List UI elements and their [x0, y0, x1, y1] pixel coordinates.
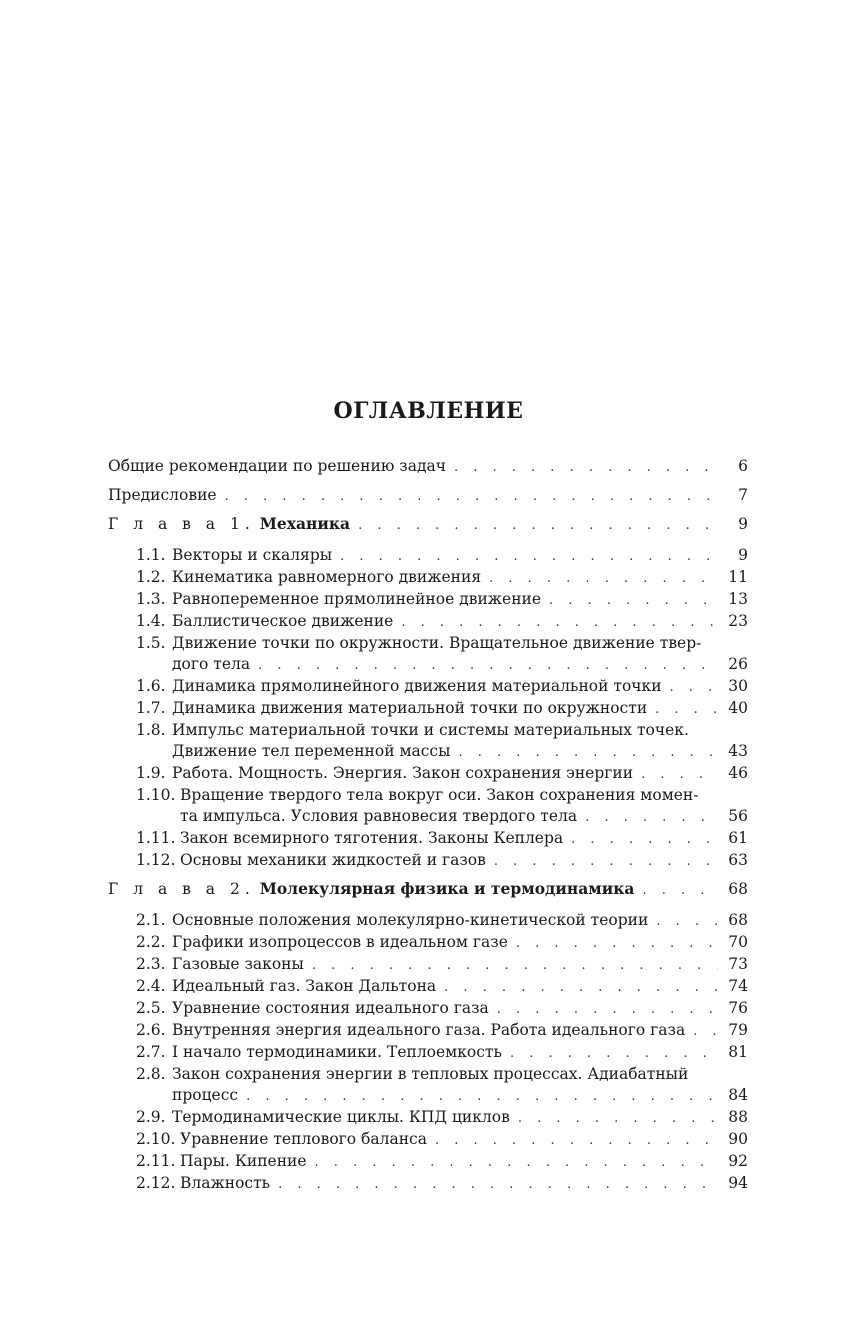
section-number: 2.12.	[136, 1174, 176, 1192]
section-label: Основные положения молекулярно-кинетической теории	[172, 911, 649, 929]
section-number: 2.2.	[136, 933, 166, 951]
toc-section[interactable]	[136, 675, 748, 697]
section-number: 2.9.	[136, 1108, 166, 1126]
section-label: процесс	[172, 1086, 239, 1104]
toc-section[interactable]	[136, 566, 748, 588]
toc-entry-label: Предисловие	[108, 486, 217, 504]
chapter-prefix: Г л а в а 1.	[108, 515, 255, 533]
toc-section[interactable]	[136, 975, 748, 997]
toc-section[interactable]	[136, 827, 748, 849]
section-label: Динамика прямолинейного движения материальной точки	[172, 677, 662, 695]
toc-entry-label: Общие рекомендации по решению задач	[108, 457, 446, 475]
chapter-prefix: Г л а в а 2.	[108, 880, 255, 898]
toc-page-number: 46	[728, 764, 748, 782]
section-label: Кинематика равномерного движения	[172, 568, 482, 586]
toc-section[interactable]	[136, 909, 748, 931]
toc-page-number: 74	[728, 977, 748, 995]
toc-page-number: 9	[738, 546, 748, 564]
section-number: 2.5.	[136, 999, 166, 1017]
leader-dots	[641, 764, 718, 786]
toc-section[interactable]	[136, 931, 748, 953]
section-label: Газовые законы	[172, 955, 304, 973]
toc-page-number: 76	[728, 999, 748, 1017]
section-label: Термодинамические циклы. КПД циклов	[172, 1108, 510, 1126]
section-number: 1.8.	[136, 721, 166, 739]
leader-dots	[656, 911, 718, 933]
toc-page-number: 63	[728, 851, 748, 869]
section-number: 1.2.	[136, 568, 166, 586]
section-label-line1: Движение точки по окружности. Вращательное движение твер-	[172, 634, 702, 652]
leader-dots	[312, 955, 718, 977]
toc-section[interactable]	[136, 997, 748, 1019]
leader-dots	[258, 655, 718, 677]
section-number: 1.6.	[136, 677, 166, 695]
section-number: 2.8.	[136, 1065, 166, 1083]
section-number: 2.11.	[136, 1152, 176, 1170]
leader-dots	[642, 880, 718, 902]
leader-dots	[549, 590, 718, 612]
leader-dots	[489, 568, 718, 590]
leader-dots	[454, 457, 718, 479]
section-number: 2.10.	[136, 1130, 176, 1148]
toc-section[interactable]	[136, 544, 748, 566]
toc-page-number: 61	[728, 829, 748, 847]
toc-section[interactable]	[136, 1041, 748, 1063]
section-label: Основы механики жидкостей и газов	[180, 851, 486, 869]
toc-chapter-1[interactable]	[108, 513, 748, 535]
toc-page-number: 9	[738, 515, 748, 533]
leader-dots	[444, 977, 718, 999]
toc-page-number: 68	[728, 880, 748, 898]
leader-dots	[571, 829, 718, 851]
toc-section[interactable]	[172, 1084, 748, 1106]
leader-dots	[401, 612, 718, 634]
section-number: 1.3.	[136, 590, 166, 608]
section-label: Баллистическое движение	[172, 612, 394, 630]
toc-page-number: 30	[728, 677, 748, 695]
leader-dots	[655, 699, 718, 721]
toc-page-number: 81	[728, 1043, 748, 1061]
leader-dots	[510, 1043, 718, 1065]
section-number: 1.5.	[136, 634, 166, 652]
toc-section[interactable]	[136, 697, 748, 719]
toc-page-number: 40	[728, 699, 748, 717]
toc-page-number: 73	[728, 955, 748, 973]
leader-dots	[246, 1086, 718, 1108]
section-number: 2.1.	[136, 911, 166, 929]
section-number: 1.9.	[136, 764, 166, 782]
section-label: Уравнение состояния идеального газа	[172, 999, 489, 1017]
section-label: Влажность	[180, 1174, 271, 1192]
toc-section-first-line[interactable]	[136, 719, 748, 741]
leader-dots	[315, 1152, 718, 1174]
leader-dots	[458, 742, 718, 764]
section-label: Закон всемирного тяготения. Законы Кеплера	[180, 829, 564, 847]
toc-page-number: 13	[728, 590, 748, 608]
toc-page-number: 11	[728, 568, 748, 586]
section-label: Движение тел переменной массы	[172, 742, 451, 760]
section-label-line1: Вращение твердого тела вокруг оси. Закон сохранения момен-	[180, 786, 699, 804]
toc-section[interactable]	[180, 805, 748, 827]
section-number: 1.12.	[136, 851, 176, 869]
section-label: Пары. Кипение	[180, 1152, 307, 1170]
leader-dots	[516, 933, 718, 955]
toc-page-number: 92	[728, 1152, 748, 1170]
toc-section[interactable]	[136, 1106, 748, 1128]
section-label: Динамика движения материальной точки по окружности	[172, 699, 648, 717]
section-label: Векторы и скаляры	[172, 546, 333, 564]
page-title: ОГЛАВЛЕНИЕ	[333, 398, 524, 424]
toc-section[interactable]	[172, 653, 748, 675]
section-number: 2.4.	[136, 977, 166, 995]
leader-dots	[497, 999, 718, 1021]
toc-entry-preface[interactable]	[108, 484, 748, 506]
section-label: Идеальный газ. Закон Дальтона	[172, 977, 437, 995]
leader-dots	[278, 1174, 718, 1196]
section-label: дого тела	[172, 655, 251, 673]
leader-dots	[670, 677, 718, 699]
section-number: 2.3.	[136, 955, 166, 973]
toc-entry-recommendations[interactable]	[108, 455, 748, 477]
toc-section[interactable]	[136, 953, 748, 975]
toc-page-number: 90	[728, 1130, 748, 1148]
toc-page-number: 84	[728, 1086, 748, 1104]
leader-dots	[340, 546, 718, 568]
toc-section[interactable]	[136, 610, 748, 632]
toc-page-number: 26	[728, 655, 748, 673]
toc-page-number: 79	[728, 1021, 748, 1039]
chapter-heading	[108, 878, 634, 900]
section-number: 1.11.	[136, 829, 176, 847]
section-number: 1.7.	[136, 699, 166, 717]
toc-page-number: 70	[728, 933, 748, 951]
toc-section-first-line[interactable]	[136, 1063, 748, 1085]
section-number: 2.6.	[136, 1021, 166, 1039]
section-label: Работа. Мощность. Энергия. Закон сохранения энергии	[172, 764, 634, 782]
toc-chapter-2[interactable]	[108, 878, 748, 900]
leader-dots	[225, 486, 718, 508]
section-label-line1: Импульс материальной точки и системы материальных точек.	[172, 721, 689, 739]
chapter-title: Механика	[259, 514, 351, 533]
toc-section[interactable]	[136, 1172, 748, 1194]
section-number: 2.7.	[136, 1043, 166, 1061]
toc-section[interactable]	[136, 1128, 748, 1150]
toc-page-number: 68	[728, 911, 748, 929]
toc-section[interactable]	[136, 588, 748, 610]
section-label: та импульса. Условия равновесия твердого тела	[180, 807, 578, 825]
toc-section[interactable]	[172, 740, 748, 762]
section-number: 1.4.	[136, 612, 166, 630]
leader-dots	[435, 1130, 718, 1152]
section-label: Равнопеременное прямолинейное движение	[172, 590, 542, 608]
section-label: Внутренняя энергия идеального газа. Работа идеального газа	[172, 1021, 686, 1039]
toc-page-number: 88	[728, 1108, 748, 1126]
toc-section[interactable]	[136, 1150, 748, 1172]
section-label: Графики изопроцессов в идеальном газе	[172, 933, 508, 951]
section-number: 1.1.	[136, 546, 166, 564]
section-label: I начало термодинамики. Теплоемкость	[172, 1043, 502, 1061]
leader-dots	[358, 515, 718, 537]
toc-page-number: 23	[728, 612, 748, 630]
toc-page-number: 94	[728, 1174, 748, 1192]
leader-dots	[518, 1108, 718, 1130]
toc-section-first-line[interactable]	[136, 632, 748, 654]
toc-section[interactable]	[136, 1019, 748, 1041]
toc-page-number: 6	[738, 457, 748, 475]
toc-section[interactable]	[136, 762, 748, 784]
section-label-line1: Закон сохранения энергии в тепловых процессах. Адиабатный	[172, 1065, 689, 1083]
toc-section[interactable]	[136, 849, 748, 871]
toc-section-first-line[interactable]	[136, 784, 748, 806]
section-label: Уравнение теплового баланса	[180, 1130, 427, 1148]
toc-page-number: 56	[728, 807, 748, 825]
toc-page-number: 7	[738, 486, 748, 504]
toc-page-number: 43	[728, 742, 748, 760]
chapter-heading	[108, 513, 350, 535]
leader-dots	[693, 1021, 718, 1043]
chapter-title: Молекулярная физика и термодинамика	[259, 879, 635, 898]
leader-dots	[585, 807, 718, 829]
leader-dots	[494, 851, 718, 873]
section-number: 1.10.	[136, 786, 176, 804]
